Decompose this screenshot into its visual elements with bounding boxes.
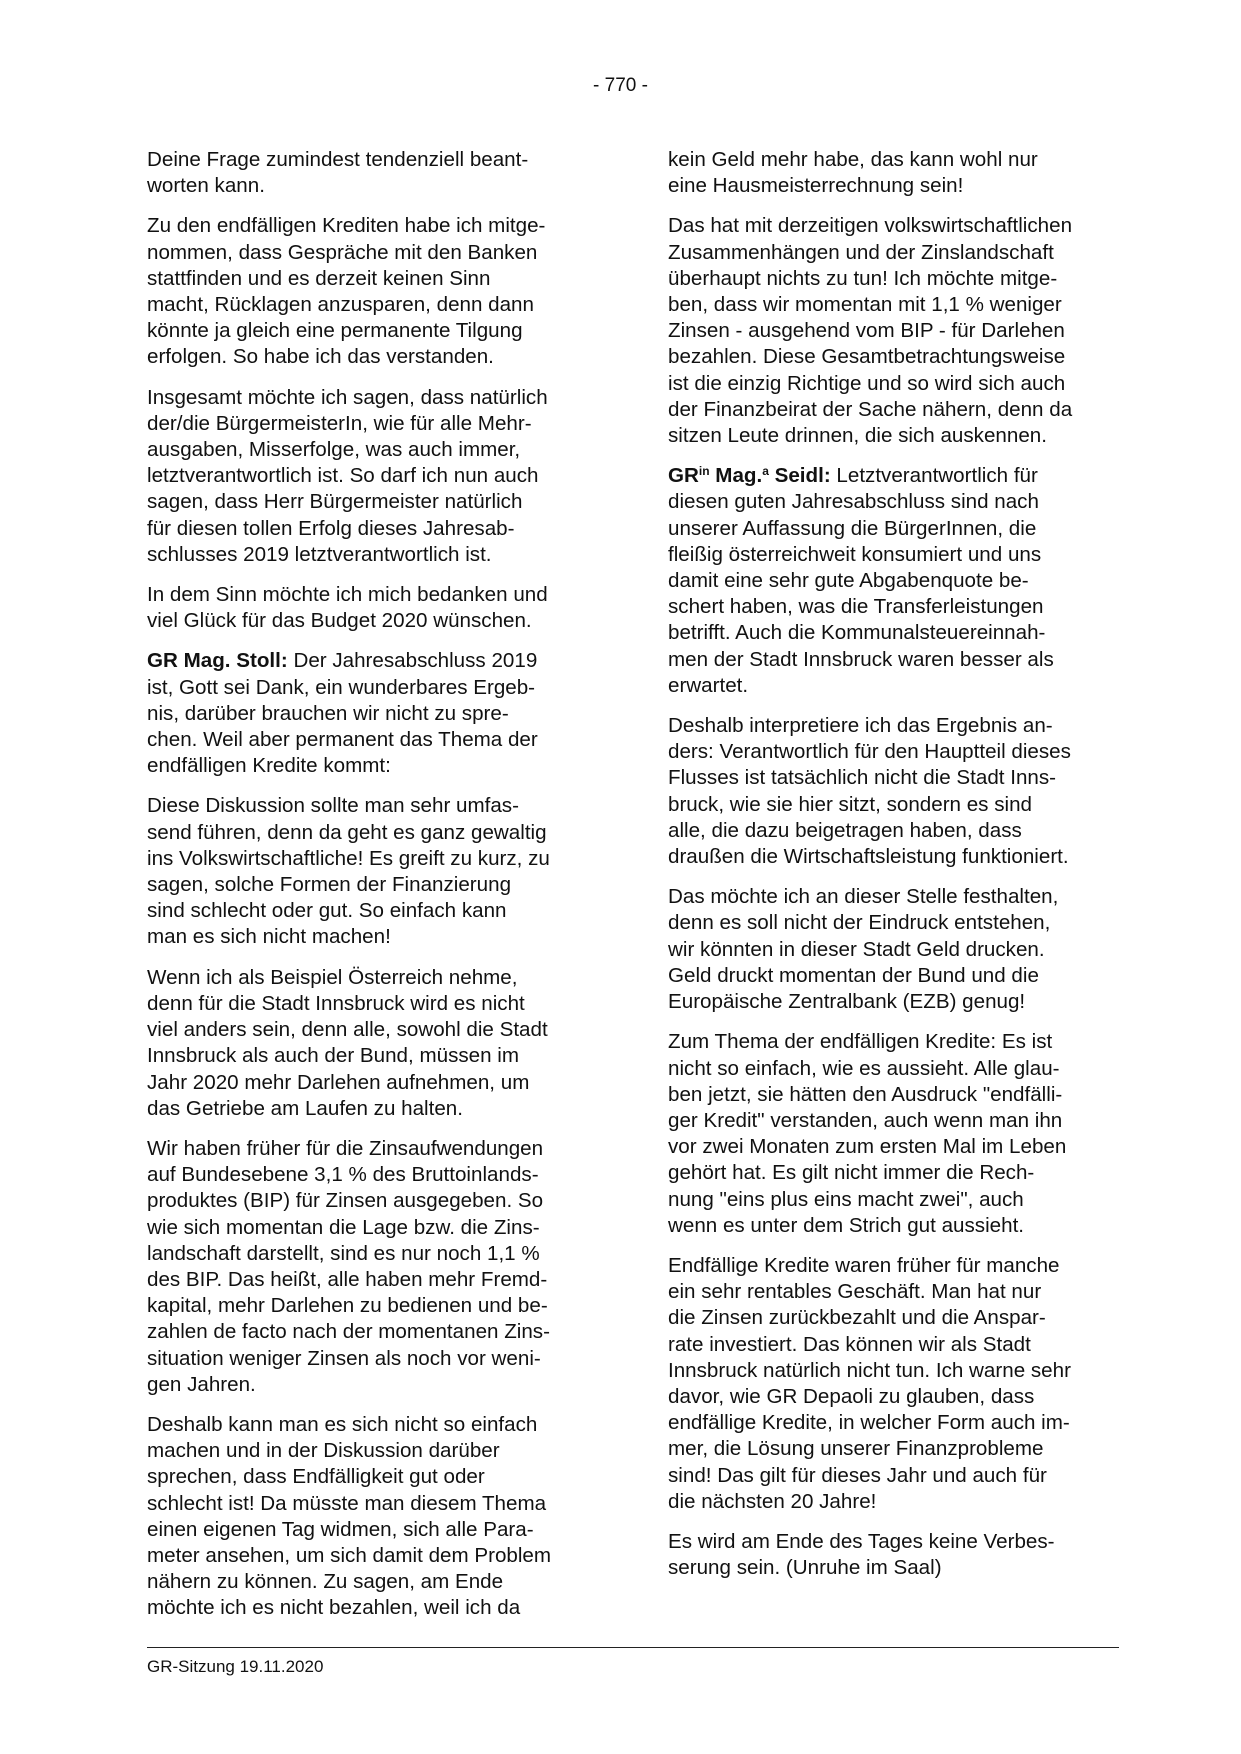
right-column (668, 147, 1120, 1595)
footer-divider (147, 1647, 1119, 1648)
speaker-title: GR (668, 464, 699, 488)
paragraph: Es wird am Ende des Tages keine Verbes- serung sein. (Unruhe im Saal) (668, 1529, 1055, 1580)
speaker-paragraph-stoll (147, 648, 599, 779)
paragraph: In dem Sinn möchte ich mich bedanken und viel Glück für das Budget 2020 wünschen. (147, 583, 548, 633)
speaker-degree-suffix: a (762, 464, 769, 479)
paragraph: Deshalb kann man es sich nicht so einfach machen und in der Diskussion darüber sprechen, dass Endfälligkeit gut oder schlecht ist! Da müsste man diesem Thema einen eigenen Tag widmen, sich alle Para- meter ansehen, um sich damit dem Problem nähern zu können. Zu sagen, am Ende möchte ich es nicht bezahlen, weil ich da (147, 1412, 552, 1620)
paragraph: Insgesamt möchte ich sagen, dass natürlich der/die BürgermeisterIn, wie für alle Mehr- ausgaben, Misserfolge, was auch immer, letztverantwortlich ist. So darf ich nun auch sagen, dass Herr Bürgermeister natürlich für diesen tollen Erfolg dieses Jahresab- schlusses 2019 letztverantwortlich ist. (147, 385, 548, 566)
speaker-name: GR Mag. Stoll: (147, 649, 288, 673)
paragraph: Wenn ich als Beispiel Österreich nehme, denn für die Stadt Innsbruck wird es nicht viel anders sein, denn alle, sowohl die Stadt Innsbruck als auch der Bund, müssen im Jahr 2020 mehr Darlehen aufnehmen, um das Getriebe am Laufen zu halten. (147, 965, 548, 1120)
paragraph: Deshalb interpretiere ich das Ergebnis an- ders: Verantwortlich für den Hauptteil dieses Flusses ist tatsächlich nicht die Stadt Inns- bruck, wie sie hier sitzt, sondern es sind alle, die dazu beigetragen haben, dass draußen die Wirtschaftsleistung funktioniert. (668, 714, 1071, 869)
speaker-surname: Seidl: (768, 464, 831, 488)
left-column (147, 147, 599, 1636)
footer-session-date: GR-Sitzung 19.11.2020 (147, 1657, 324, 1676)
speaker-title-suffix: in (698, 464, 710, 479)
speech-text: Letztverantwortlich für diesen guten Jahresabschluss sind nach unserer Auffassung die BürgerInnen, die fleißig österreichweit konsumiert und uns damit eine sehr gute Abgabenquote be- schert haben, was die Transferleistungen betrifft. Auch die Kommunalsteuereinnah- men der Stadt Innsbruck waren besser als erwartet. (668, 464, 1054, 697)
paragraph: Das möchte ich an dieser Stelle festhalten, denn es soll nicht der Eindruck entstehen, wir könnten in dieser Stadt Geld drucken. Geld druckt momentan der Bund und die Europäische Zentralbank (EZB) genug! (668, 885, 1059, 1014)
paragraph: Deine Frage zumindest tendenziell beant- worten kann. (147, 148, 529, 198)
paragraph: Diese Diskussion sollte man sehr umfas- send führen, denn da geht es ganz gewaltig ins Volkswirtschaftliche! Es greift zu kurz, zu sagen, solche Formen der Finanzierung sind schlecht oder gut. So einfach kann man es sich nicht machen! (147, 794, 550, 949)
speaker-name (668, 464, 831, 487)
paragraph: kein Geld mehr habe, das kann wohl nur eine Hausmeisterrechnung sein! (668, 148, 1038, 198)
paragraph: Endfällige Kredite waren früher für manche ein sehr rentables Geschäft. Man hat nur die Zinsen zurückbezahlt und die Anspar- rate investiert. Das können wir als Stadt Innsbruck natürlich nicht tun. Ich warne sehr davor, wie GR Depaoli zu glauben, dass endfällige Kredite, in welcher Form auch im- mer, die Lösung unserer Finanzprobleme sind! Das gilt für dieses Jahr und auch für die nächsten 20 Jahre! (668, 1253, 1071, 1513)
paragraph: Wir haben früher für die Zinsaufwendungen auf Bundesebene 3,1 % des Bruttoinlands- produktes (BIP) für Zinsen ausgegeben. So wie sich momentan die Lage bzw. die Zins- landschaft darstellt, sind es nur noch 1,1 % des BIP. Das heißt, alle haben mehr Fremd- kapital, mehr Darlehen zu bedienen und be- zahlen de facto nach der momentanen Zins- situation weniger Zinsen als noch vor weni- gen Jahren. (147, 1136, 550, 1396)
paragraph: Zum Thema der endfälligen Kredite: Es ist nicht so einfach, wie es aussieht. Alle glau- ben jetzt, sie hätten den Ausdruck "endfälli- ger Kredit" verstanden, auch wenn man ihn vor zwei Monaten zum ersten Mal im Leben gehört hat. Es gilt nicht immer die Rech- nung "eins plus eins macht zwei", auch wenn es unter dem Strich gut aussieht. (668, 1030, 1067, 1237)
page-number: - 770 - (593, 75, 648, 96)
paragraph: Das hat mit derzeitigen volkswirtschaftlichen Zusammenhängen und der Zinslandschaft überhaupt nichts zu tun! Ich möchte mitge- ben, dass wir momentan mit 1,1 % weniger Zinsen - ausgehend vom BIP - für Darlehen bezahlen. Diese Gesamtbetrachtungsweise ist die einzig Richtige und so wird sich auch der Finanzbeirat der Sache nähern, denn da sitzen Leute drinnen, die sich auskennen. (668, 214, 1073, 448)
paragraph: Zu den endfälligen Krediten habe ich mitge- nommen, dass Gespräche mit den Banken stattfinden und es derzeit keinen Sinn macht, Rücklagen anzusparen, denn dann könnte ja gleich eine permanente Tilgung erfolgen. So habe ich das verstanden. (147, 214, 546, 369)
speaker-degree: Mag. (709, 464, 763, 488)
speech-text: Der Jahresabschluss 2019 ist, Gott sei Dank, ein wunderbares Ergeb- nis, darüber brauchen wir nicht zu spre- chen. Weil aber permanent das Thema der endfälligen Kredite kommt: (147, 649, 538, 778)
speaker-paragraph-seidl (668, 463, 1120, 699)
